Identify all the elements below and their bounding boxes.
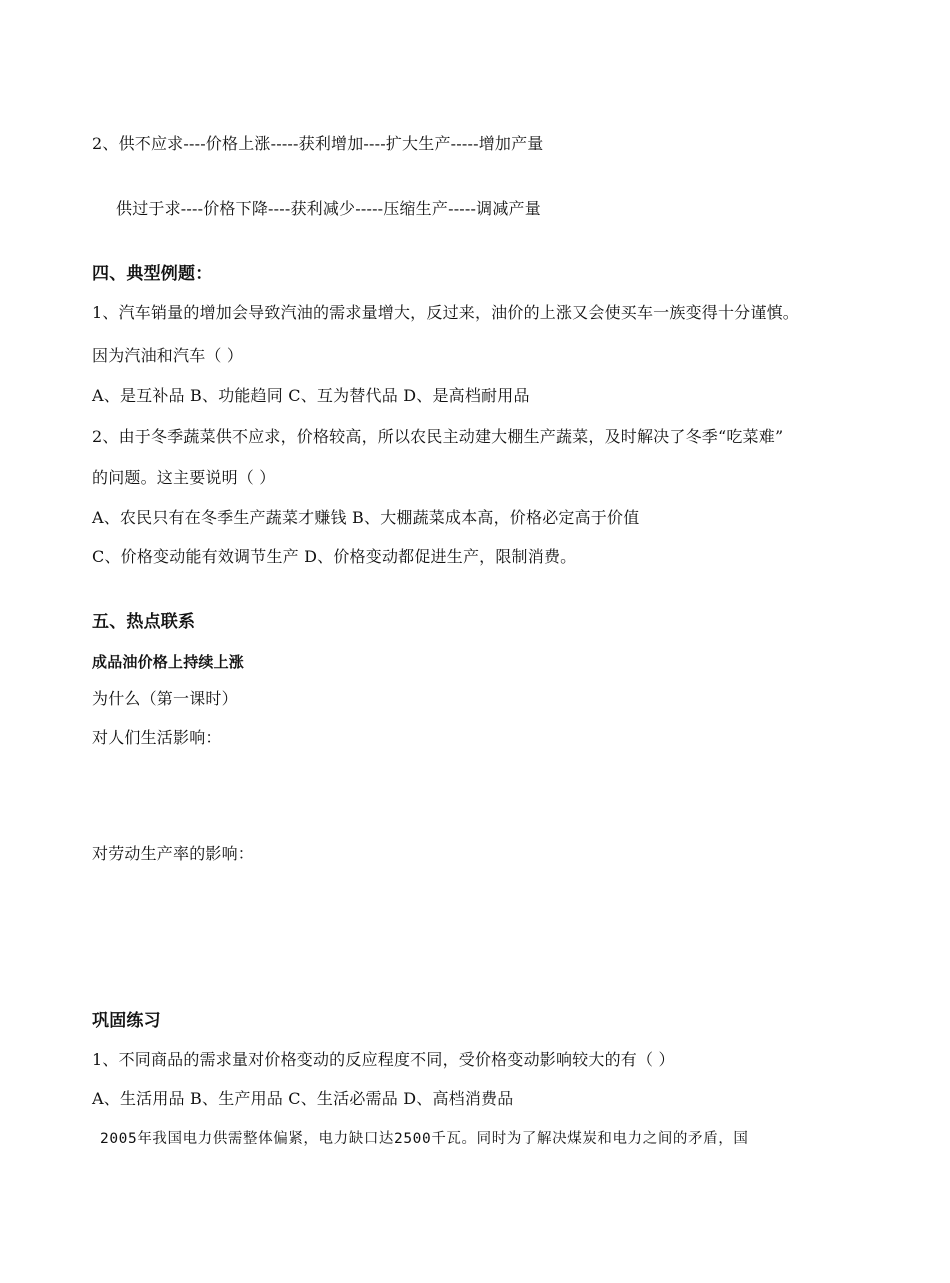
question-2-text: 2、由于冬季蔬菜供不应求，价格较高，所以农民主动建大棚生产蔬菜，及时解决了冬季“吃菜难”: [92, 427, 784, 446]
practice-heading: 巩固练习: [92, 1011, 161, 1031]
hotspot-subheading: 成品油价格上持续上涨: [92, 653, 245, 671]
section-4-heading: 四、典型例题：: [92, 264, 213, 284]
supply-demand-line-1: 2、供不应求----价格上涨-----获利增加----扩大生产-----增加产量: [92, 134, 544, 153]
electricity-paragraph: 2005年我国电力供需整体偏紧，电力缺口达2500千瓦。同时为了解决煤炭和电力之间的矛盾，国: [100, 1131, 749, 1147]
practice-question-1-text: 1、不同商品的需求量对价格变动的反应程度不同，受价格变动影响较大的有（ ）: [92, 1050, 675, 1069]
question-2-options-ab: A、农民只有在冬季生产蔬菜才赚钱 B、大棚蔬菜成本高，价格必定高于价值: [92, 508, 640, 527]
section-5-heading: 五、热点联系: [92, 612, 196, 632]
why-line: 为什么（第一课时）: [92, 689, 238, 708]
question-1-options: A、是互补品 B、功能趋同 C、互为替代品 D、是高档耐用品: [92, 386, 530, 405]
question-2-text-cont: 的问题。这主要说明（ ）: [92, 468, 276, 487]
supply-demand-line-2: 供过于求----价格下降----获利减少-----压缩生产-----调减产量: [116, 199, 541, 218]
question-1-text-cont: 因为汽油和汽车（ ）: [92, 346, 244, 365]
practice-question-1-options: A、生活用品 B、生产用品 C、生活必需品 D、高档消费品: [92, 1089, 514, 1108]
impact-on-life-label: 对人们生活影响：: [92, 728, 222, 747]
question-1-text: 1、汽车销量的增加会导致汽油的需求量增大，反过来，油价的上涨又会使买车一族变得十分谨慎。: [92, 303, 799, 322]
impact-on-labor-label: 对劳动生产率的影响：: [92, 844, 255, 863]
question-2-options-cd: C、价格变动能有效调节生产 D、价格变动都促进生产，限制消费。: [92, 547, 577, 566]
